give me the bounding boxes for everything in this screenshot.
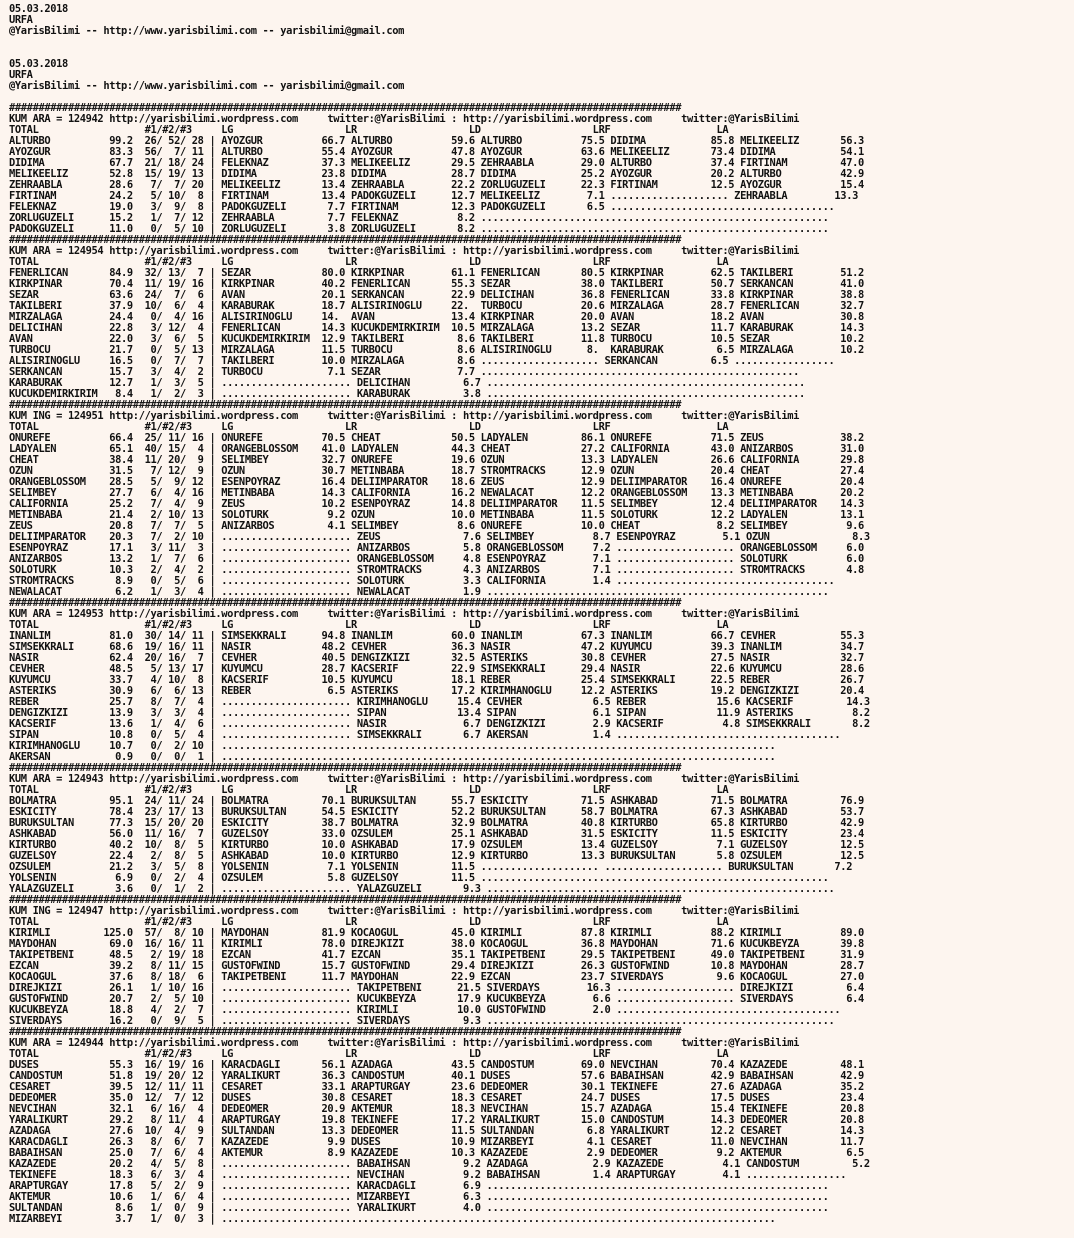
text-line: TOTAL #1/#2/#3 LG LR LD LRF LA [9,784,729,796]
text-line: LADYALEN 65.1 40/ 15/ 4 | ORANGEBLOSSOM 41.0 LADYALEN 44.3 CHEAT 27.2 CALIFORNIA 43.0 ANIZARBOS 31.0 [9,443,864,455]
separator-line: ################################################################################################################## [9,894,682,906]
text-line: DENGIZKIZI 13.9 3/ 3/ 4 | ...................... SIPAN 13.4 SIPAN 6.1 SIPAN 11.9 ASTERIKS 8.2 [9,707,870,719]
text-line: KAZAZEDE 20.2 4/ 5/ 8 | ...................... BABAIHSAN 9.2 AZADAGA 2.9 KAZAZEDE 4.1 CANDOSTUM 5.2 [9,1158,870,1170]
text-line: AKERSAN 0.9 0/ 0/ 1 | .............................................................................................. [9,751,776,763]
text-line: ARAPTURGAY 17.8 5/ 2/ 9 | ...................... KARACDAGLI 6.9 .......................................................... [9,1180,829,1192]
text-line: REBER 25.7 8/ 7/ 4 | ...................... KIRIMHANOGLU 15.4 CEVHER 6.5 REBER 15.6 KACSERIF 14.3 [9,696,870,708]
text-line: KACSERIF 13.6 1/ 4/ 6 | ...................... NASIR 6.7 DENGIZKIZI 2.9 KACSERIF 4.8 SIMSEKKRALI 8.2 [9,718,870,730]
text-line: TOTAL #1/#2/#3 LG LR LD LRF LA [9,619,729,631]
text-line: KUM ARA = 124944 http://yarisbilimi.wordpress.com twitter:@YarisBilimi : http://yarisbilimi.wordpress.com twitter:@YarisBilimi [9,1037,800,1049]
separator-line: ################################################################################################################## [9,102,682,114]
text-line: ASTERIKS 30.9 6/ 6/ 13 | REBER 6.5 ASTERIKS 17.2 KIRIMHANOGLU 12.2 ASTERIKS 19.2 DENGIZKIZI 20.4 [9,685,864,697]
text-line: KUYUMCU 33.7 4/ 10/ 8 | KACSERIF 10.5 KUYUMCU 18.1 REBER 25.4 SIMSEKKRALI 22.5 REBER 26.7 [9,674,864,686]
text-line: ZORLUGUZELI 15.2 1/ 7/ 12 | ZEHRAABLA 7.7 FELEKNAZ 8.2 ........................................................... [9,212,829,224]
text-line: ONUREFE 66.4 25/ 11/ 16 | ONUREFE 70.5 CHEAT 50.5 LADYALEN 86.1 ONUREFE 71.5 ZEUS 38.2 [9,432,864,444]
text-line: CALIFORNIA 25.2 7/ 4/ 9 | ZEUS 10.2 ESENPOYRAZ 14.8 DELIIMPARATOR 11.5 SELIMBEY 12.4 DELIIMPARATOR 14.3 [9,498,864,510]
separator-line: ################################################################################################################## [9,597,682,609]
text-line: TOTAL #1/#2/#3 LG LR LD LRF LA [9,421,729,433]
text-line: KUCUKDEMIRKIRIM 8.4 1/ 2/ 3 | ...................... KARABURAK 3.8 ...................................................... [9,388,805,400]
text-line: YOLSENIN 6.9 0/ 2/ 4 | OZSULEM 5.8 GUZELSOY 11.5 ........................................................... [9,872,829,884]
text-line: SOLOTURK 10.3 2/ 4/ 2 | ...................... STROMTRACKS 4.3 ANIZARBOS 7.1 .................... STROMTRACKS 4.8 [9,564,864,576]
text-line: ZEHRAABLA 28.6 7/ 7/ 20 | MELIKEELIZ 13.4 ZEHRAABLA 22.2 ZORLUGUZELI 22.3 FIRTINAM 12.5 AYOZGUR 15.4 [9,179,864,191]
text-line: YARALIKURT 29.2 8/ 11/ 4 | ARAPTURGAY 19.8 TEKINEFE 17.2 YARALIKURT 15.0 CANDOSTUM 14.3 DEDEOMER 20.8 [9,1114,864,1126]
separator-line: ################################################################################################################## [9,234,682,246]
text-line: CANDOSTUM 51.8 19/ 20/ 12 | YARALIKURT 36.3 CANDOSTUM 40.1 DUSES 57.6 BABAIHSAN 42.9 BABAIHSAN 42.9 [9,1070,864,1082]
text-line: OZUN 31.5 7/ 12/ 9 | OZUN 30.7 METINBABA 18.7 STROMTRACKS 12.9 OZUN 20.4 CHEAT 27.4 [9,465,864,477]
text-line: AYOZGUR 83.3 56/ 7/ 11 | ALTURBO 55.4 AYOZGUR 47.8 AYOZGUR 63.6 MELIKEELIZ 73.4 DIDIMA 54.1 [9,146,864,158]
text-line: DELICIHAN 22.8 3/ 12/ 4 | FENERLICAN 14.3 KUCUKDEMIRKIRIM 10.5 MIRZALAGA 13.2 SEZAR 11.7 KARABURAK 14.3 [9,322,864,334]
text-line: OZSULEM 21.2 3/ 5/ 8 | YOLSENIN 7.1 YOLSENIN 11.5 .................... .................... BURUKSULTAN 7.2 [9,861,853,873]
text-line: AZADAGA 27.6 10/ 4/ 9 | SULTANDAN 13.3 DEDEOMER 11.5 SULTANDAN 6.8 YARALIKURT 12.2 CESARET 14.3 [9,1125,864,1137]
text-line: FENERLICAN 84.9 32/ 13/ 7 | SEZAR 80.0 KIRKPINAR 61.1 FENERLICAN 80.5 KIRKPINAR 62.5 TAKILBERI 51.2 [9,267,864,279]
text-line: CEVHER 48.5 5/ 13/ 17 | KUYUMCU 28.7 KACSERIF 22.9 SIMSEKKRALI 29.4 NASIR 22.6 KUYUMCU 28.6 [9,663,864,675]
text-line: TOTAL #1/#2/#3 LG LR LD LRF LA [9,124,729,136]
text-line: SIMSEKKRALI 68.6 19/ 16/ 11 | NASIR 48.2 CEVHER 36.3 NASIR 47.2 KUYUMCU 39.3 INANLIM 34.7 [9,641,864,653]
text-line: TURBOCU 21.7 0/ 5/ 13 | MIRZALAGA 11.5 TURBOCU 8.6 ALISIRINOGLU 8. KARABURAK 6.5 MIRZALAGA 10.2 [9,344,864,356]
text-line: PADOKGUZELI 11.0 0/ 5/ 10 | ZORLUGUZELI 3.8 ZORLUGUZELI 8.2 ........................................................... [9,223,829,235]
text-line: SIVERDAYS 16.2 0/ 9/ 5 | ...................... SIVERDAYS 9.3 ........................................................... [9,1015,835,1027]
text-line: ESKICITY 78.4 23/ 17/ 13 | BURUKSULTAN 54.5 ESKICITY 52.2 BURUKSULTAN 58.7 BOLMATRA 67.3 ASHKABAD 53.7 [9,806,864,818]
text-line: @YarisBilimi -- http://www.yarisbilimi.com -- yarisbilimi@gmail.com [9,25,405,37]
text-line: SULTANDAN 8.6 1/ 0/ 9 | ...................... YARALIKURT 4.0 .......................................................... [9,1202,829,1214]
text-line: NEVCIHAN 32.1 6/ 16/ 4 | DEDEOMER 20.9 AKTEMUR 18.3 NEVCIHAN 15.7 AZADAGA 15.4 TEKINEFE 20.8 [9,1103,864,1115]
text-line: ALISIRINOGLU 16.5 0/ 7/ 7 | TAKILBERI 10.0 MIRZALAGA 8.6 .................... SERKANCAN 6.5 ................. [9,355,835,367]
text-line: INANLIM 81.0 30/ 14/ 11 | SIMSEKKRALI 94.8 INANLIM 60.0 INANLIM 67.3 INANLIM 66.7 CEVHER 55.3 [9,630,864,642]
text-line: URFA [9,14,33,26]
text-line: TOTAL #1/#2/#3 LG LR LD LRF LA [9,1048,729,1060]
text-line: KUM ING = 124947 http://yarisbilimi.wordpress.com twitter:@YarisBilimi : http://yarisbilimi.wordpress.com twitter:@YarisBilimi [9,905,800,917]
text-line: DUSES 55.3 16/ 19/ 16 | KARACDAGLI 56.1 AZADAGA 43.5 CANDOSTUM 69.0 NEVCIHAN 70.4 KAZAZEDE 48.1 [9,1059,864,1071]
text-line: STROMTRACKS 8.9 0/ 5/ 6 | ...................... SOLOTURK 3.3 CALIFORNIA 1.4 ..................................... [9,575,835,587]
separator-line: ################################################################################################################## [9,762,682,774]
text-line: TOTAL #1/#2/#3 LG LR LD LRF LA [9,916,729,928]
text-line: FELEKNAZ 19.0 3/ 9/ 8 | PADOKGUZELI 7.7 FIRTINAM 12.3 PADOKGUZELI 6.5 ...................................... [9,201,835,213]
text-line: ASHKABAD 56.0 11/ 16/ 7 | GUZELSOY 33.0 OZSULEM 25.1 ASHKABAD 31.5 ESKICITY 11.5 ESKICITY 23.4 [9,828,864,840]
blank-line [9,48,870,59]
text-line: TAKIPETBENI 48.5 2/ 19/ 18 | EZCAN 41.7 EZCAN 35.1 TAKIPETBENI 29.5 TAKIPETBENI 49.0 TAKIPETBENI 31.9 [9,949,864,961]
text-line: DIDIMA 67.7 21/ 18/ 24 | FELEKNAZ 37.3 MELIKEELIZ 29.5 ZEHRAABLA 29.0 ALTURBO 37.4 FIRTINAM 47.0 [9,157,864,169]
text-line: KUCUKBEYZA 18.8 4/ 2/ 7 | ...................... KIRIMLI 10.0 GUSTOFWIND 2.0 ...................................... [9,1004,841,1016]
text-line: CESARET 39.5 12/ 11/ 11 | CESARET 33.1 ARAPTURGAY 23.6 DEDEOMER 30.1 TEKINEFE 27.6 AZADAGA 35.2 [9,1081,864,1093]
text-line: YALAZGUZELI 3.6 0/ 1/ 2 | ...................... YALAZGUZELI 9.3 ........................................................... [9,883,835,895]
text-line: TAKILBERI 37.9 10/ 6/ 4 | KARABURAK 18.7 ALISIRINOGLU 22. TURBOCU 20.6 MIRZALAGA 28.7 FENERLICAN 32.7 [9,300,864,312]
text-line: SEZAR 63.6 24/ 7/ 6 | AVAN 20.1 SERKANCAN 22.9 DELICIHAN 36.8 FENERLICAN 33.8 KIRKPINAR 38.8 [9,289,864,301]
separator-line: ################################################################################################################## [9,1026,682,1038]
text-line: KUM ING = 124951 http://yarisbilimi.wordpress.com twitter:@YarisBilimi : http://yarisbilimi.wordpress.com twitter:@YarisBilimi [9,410,800,422]
text-line: DIREJKIZI 26.1 1/ 10/ 16 | ...................... TAKIPETBENI 21.5 SIVERDAYS 16.3 .................... DIREJKIZI 6.4 [9,982,864,994]
text-line: METINBABA 21.4 2/ 10/ 13 | SOLOTURK 9.2 OZUN 10.0 METINBABA 11.5 SOLOTURK 12.2 LADYALEN 13.1 [9,509,864,521]
text-line: KUM ARA = 124954 http://yarisbilimi.wordpress.com twitter:@YarisBilimi : http://yarisbilimi.wordpress.com twitter:@YarisBilimi [9,245,800,257]
text-line: MELIKEELIZ 52.8 15/ 19/ 13 | DIDIMA 23.8 DIDIMA 28.7 DIDIMA 25.2 AYOZGUR 20.2 ALTURBO 42.9 [9,168,864,180]
text-line: URFA [9,69,33,81]
text-line: ORANGEBLOSSOM 28.5 5/ 9/ 12 | ESENPOYRAZ 16.4 DELIIMPARATOR 18.6 ZEUS 12.9 DELIIMPARATOR 16.4 ONUREFE 20.4 [9,476,864,488]
text-line: KARABURAK 12.7 1/ 3/ 5 | ...................... DELICIHAN 6.7 ...................................................... [9,377,805,389]
text-line: KUM ARA = 124942 http://yarisbilimi.wordpress.com twitter:@YarisBilimi : http://yarisbilimi.wordpress.com twitter:@YarisBilimi [9,113,800,125]
blank-line [9,37,870,48]
text-line: ESENPOYRAZ 17.1 3/ 11/ 3 | ...................... ANIZARBOS 5.8 ORANGEBLOSSOM 7.2 .................... ORANGEBLOSSOM 6.0 [9,542,864,554]
text-line: MIRZALAGA 24.4 0/ 4/ 16 | ALISIRINOGLU 14. AVAN 13.4 KIRKPINAR 20.0 AVAN 18.2 AVAN 30.8 [9,311,864,323]
text-line: FIRTINAM 24.2 5/ 10/ 8 | FIRTINAM 13.4 PADOKGUZELI 12.7 MELIKEELIZ 7.1 .................... ZEHRAABLA 13.3 [9,190,858,202]
text-line: KIRIMLI 125.0 57/ 8/ 10 | MAYDOHAN 81.9 KOCAOGUL 45.0 KIRIMLI 87.8 KIRIMLI 88.2 KIRIMLI 89.0 [9,927,864,939]
text-line: KARACDAGLI 26.3 8/ 6/ 7 | KAZAZEDE 9.9 DUSES 10.9 MIZARBEYI 4.1 CESARET 11.0 NEVCIHAN 11.7 [9,1136,864,1148]
race-report-text [9,4,870,1225]
text-line: BURUKSULTAN 77.3 15/ 20/ 20 | ESKICITY 38.7 BOLMATRA 32.9 BOLMATRA 40.8 KIRTURBO 65.8 KIRTURBO 42.9 [9,817,864,829]
text-line: KUM ARA = 124943 http://yarisbilimi.wordpress.com twitter:@YarisBilimi : http://yarisbilimi.wordpress.com twitter:@YarisBilimi [9,773,800,785]
text-line: SELIMBEY 27.7 6/ 4/ 16 | METINBABA 14.3 CALIFORNIA 16.2 NEWALACAT 12.2 ORANGEBLOSSOM 13.3 METINBABA 20.2 [9,487,864,499]
text-line: ZEUS 20.8 7/ 7/ 5 | ANIZARBOS 4.1 SELIMBEY 8.6 ONUREFE 10.0 CHEAT 8.2 SELIMBEY 9.6 [9,520,864,532]
text-line: SERKANCAN 15.7 3/ 4/ 2 | TURBOCU 7.1 SEZAR 7.7 ...................................................... [9,366,800,378]
text-line: NASIR 62.4 20/ 16/ 7 | CEVHER 40.5 DENGIZKIZI 32.5 ASTERIKS 30.8 CEVHER 27.5 NASIR 32.7 [9,652,864,664]
text-line: 05.03.2018 [9,58,68,70]
text-line: SIPAN 10.8 0/ 5/ 4 | ...................... SIMSEKKRALI 6.7 AKERSAN 1.4 ...................................... [9,729,841,741]
text-line: KOCAOGUL 37.6 8/ 18/ 6 | TAKIPETBENI 11.7 MAYDOHAN 22.9 EZCAN 23.7 SIVERDAYS 9.6 KOCAOGUL 27.0 [9,971,864,983]
text-line: 05.03.2018 [9,3,68,15]
text-line: CHEAT 38.4 11/ 20/ 9 | SELIMBEY 32.7 ONUREFE 19.6 OZUN 13.3 LADYALEN 26.6 CALIFORNIA 29.8 [9,454,864,466]
text-line: NEWALACAT 6.2 1/ 3/ 4 | ...................... NEWALACAT 1.9 .......................................................... [9,586,829,598]
text-line: EZCAN 39.2 8/ 11/ 15 | GUSTOFWIND 15.7 GUSTOFWIND 29.4 DIREJKIZI 26.3 GUSTOFWIND 10.8 MAYDOHAN 28.7 [9,960,864,972]
text-line: AKTEMUR 10.6 1/ 6/ 4 | ...................... MIZARBEYI 6.3 .......................................................... [9,1191,829,1203]
text-line: KIRKPINAR 70.4 11/ 19/ 16 | KIRKPINAR 40.2 FENERLICAN 55.3 SEZAR 38.0 TAKILBERI 50.7 SERKANCAN 41.0 [9,278,864,290]
text-line: @YarisBilimi -- http://www.yarisbilimi.com -- yarisbilimi@gmail.com [9,80,405,92]
text-line: BABAIHSAN 25.0 7/ 6/ 4 | AKTEMUR 8.9 KAZAZEDE 10.3 KAZAZEDE 2.9 DEDEOMER 9.2 AKTEMUR 6.5 [9,1147,864,1159]
text-line: GUZELSOY 22.4 2/ 8/ 5 | ASHKABAD 10.0 KIRTURBO 12.9 KIRTURBO 13.3 BURUKSULTAN 5.8 OZSULEM 12.5 [9,850,864,862]
text-line: ALTURBO 99.2 26/ 52/ 28 | AYOZGUR 66.7 ALTURBO 59.6 ALTURBO 75.5 DIDIMA 85.8 MELIKEELIZ 56.3 [9,135,864,147]
text-line: KIRIMHANOGLU 10.7 0/ 2/ 10 | .............................................................................................. [9,740,776,752]
text-line: DEDEOMER 35.0 12/ 7/ 12 | DUSES 30.8 CESARET 18.3 CESARET 24.7 DUSES 17.5 DUSES 23.4 [9,1092,864,1104]
text-line: BOLMATRA 95.1 24/ 11/ 24 | BOLMATRA 70.1 BURUKSULTAN 55.7 ESKICITY 71.5 ASHKABAD 71.5 BOLMATRA 76.9 [9,795,864,807]
text-line: TEKINEFE 18.3 6/ 3/ 4 | ...................... NEVCIHAN 9.2 BABAIHSAN 1.4 ARAPTURGAY 4.1 ................. [9,1169,847,1181]
separator-line: ################################################################################################################## [9,399,682,411]
text-line: MAYDOHAN 69.0 16/ 16/ 11 | KIRIMLI 78.0 DIREJKIZI 38.0 KOCAOGUL 36.8 MAYDOHAN 71.6 KUCUKBEYZA 39.8 [9,938,864,950]
text-line: DELIIMPARATOR 20.3 7/ 2/ 10 | ...................... ZEUS 7.6 SELIMBEY 8.7 ESENPOYRAZ 5.1 OZUN 8.3 [9,531,870,543]
text-line: KIRTURBO 40.2 10/ 8/ 5 | KIRTURBO 10.0 ASHKABAD 17.9 OZSULEM 13.4 GUZELSOY 7.1 GUZELSOY 12.5 [9,839,864,851]
text-line: AVAN 22.0 3/ 6/ 5 | KUCUKDEMIRKIRIM 12.9 TAKILBERI 8.6 TAKILBERI 11.8 TURBOCU 10.5 SEZAR 10.2 [9,333,864,345]
text-line: GUSTOFWIND 20.7 2/ 5/ 10 | ...................... KUCUKBEYZA 17.9 KUCUKBEYZA 6.6 .................... SIVERDAYS 6.4 [9,993,864,1005]
text-line: MIZARBEYI 3.7 1/ 0/ 3 | .............................................................................................. [9,1213,776,1225]
text-line: KUM ARA = 124953 http://yarisbilimi.wordpress.com twitter:@YarisBilimi : http://yarisbilimi.wordpress.com twitter:@YarisBilimi [9,608,800,620]
text-line: TOTAL #1/#2/#3 LG LR LD LRF LA [9,256,729,268]
text-line: ANIZARBOS 13.2 1/ 7/ 6 | ...................... ORANGEBLOSSOM 4.8 ESENPOYRAZ 7.1 .................... SOLOTURK 6.0 [9,553,864,565]
